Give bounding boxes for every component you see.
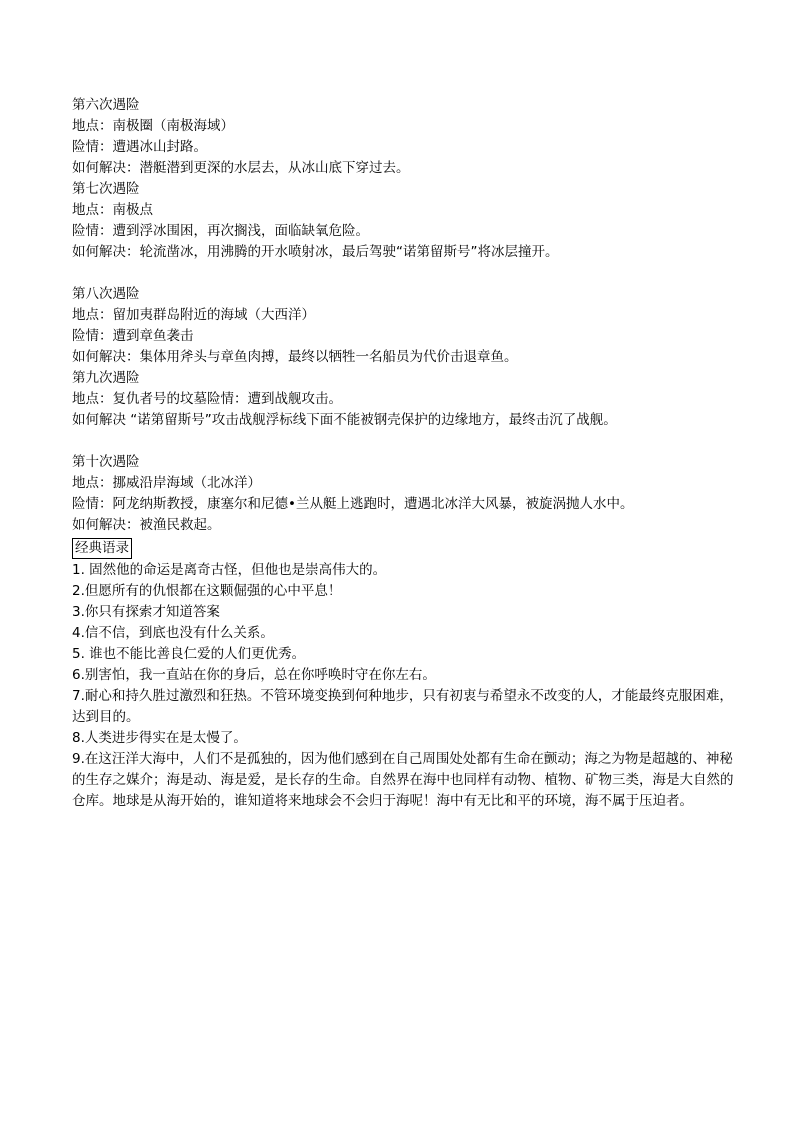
quote-item: 1. 固然他的命运是离奇古怪，但他也是崇高伟大的。 <box>72 562 387 578</box>
quote-item: 3.你只有探索才知道答案 <box>72 604 220 620</box>
adventure-solution: 如何解决 “诺第留斯号”攻击战舰浮标线下面不能被钢壳保护的边缘地方，最终击沉了战舰。 <box>72 412 617 428</box>
adventure-10 <box>72 452 742 536</box>
adventure-9 <box>72 368 742 431</box>
adventure-danger: 险情：遭到章鱼袭击 <box>72 328 194 344</box>
adventure-solution: 如何解决：集体用斧头与章鱼肉搏，最终以牺牲一名船员为代价击退章鱼。 <box>72 349 518 365</box>
adventure-danger: 险情：遭遇冰山封路。 <box>72 139 207 155</box>
adventure-solution: 如何解决：被渔民救起。 <box>72 517 221 533</box>
adventure-solution: 如何解决：轮流凿冰，用沸腾的开水喷射冰，最后驾驶“诺第留斯号”将冰层撞开。 <box>72 244 559 260</box>
spacer <box>72 263 742 284</box>
spacer <box>72 431 742 452</box>
quote-item: 2.但愿所有的仇恨都在这颗倔强的心中平息！ <box>72 583 342 599</box>
quote-item: 9.在这汪洋大海中，人们不是孤独的，因为他们感到在自己周围处处都有生命在颤动；海之为物是超越的、神秘的生存之媒介；海是动、海是爱，是长存的生命。自然界在海中也同样有动物、植物、矿物三类，海是大自然的仓库。地球是从海开始的，谁知道将来地球会不会归于海呢！海中有无比和平的环境，海不属于压迫者。 <box>72 751 734 809</box>
adventure-location: 地点：挪威沿岸海域（北冰洋） <box>72 475 261 491</box>
quote-item: 4.信不信，到底也没有什么关系。 <box>72 625 274 641</box>
quotes-section <box>72 536 742 812</box>
document-page <box>72 95 742 812</box>
adventure-location-danger: 地点：复仇者号的坟墓险情：遭到战舰攻击。 <box>72 391 342 407</box>
adventure-danger: 险情：阿龙纳斯教授，康塞尔和尼德•兰从艇上逃跑时，遭遇北冰洋大风暴，被旋涡抛人水中。 <box>72 496 634 512</box>
quote-item: 7.耐心和持久胜过激烈和狂热。不管环境变换到何种地步，只有初衷与希望永不改变的人，才能最终克服困难，达到目的。 <box>72 688 733 725</box>
adventure-title: 第六次遇险 <box>72 97 140 113</box>
adventure-location: 地点：南极点 <box>72 202 153 218</box>
quote-item: 8.人类进步得实在是太慢了。 <box>72 730 247 746</box>
adventure-solution: 如何解决：潜艇潜到更深的水层去，从冰山底下穿过去。 <box>72 160 410 176</box>
adventure-danger: 险情：遭到浮冰围困，再次搁浅，面临缺氧危险。 <box>72 223 369 239</box>
adventure-6 <box>72 95 742 179</box>
adventure-location: 地点：留加夷群岛附近的海域（大西洋） <box>72 307 315 323</box>
adventure-title: 第八次遇险 <box>72 286 140 302</box>
quotes-heading: 经典语录 <box>72 538 132 559</box>
adventure-title: 第九次遇险 <box>72 370 140 386</box>
adventure-location: 地点：南极圈（南极海域） <box>72 118 234 134</box>
adventure-7 <box>72 179 742 263</box>
quote-item: 5. 谁也不能比善良仁爱的人们更优秀。 <box>72 646 306 662</box>
adventure-title: 第七次遇险 <box>72 181 140 197</box>
adventure-title: 第十次遇险 <box>72 454 140 470</box>
quote-item: 6.别害怕，我一直站在你的身后，总在你呼唤时守在你左右。 <box>72 667 436 683</box>
adventure-8 <box>72 284 742 368</box>
